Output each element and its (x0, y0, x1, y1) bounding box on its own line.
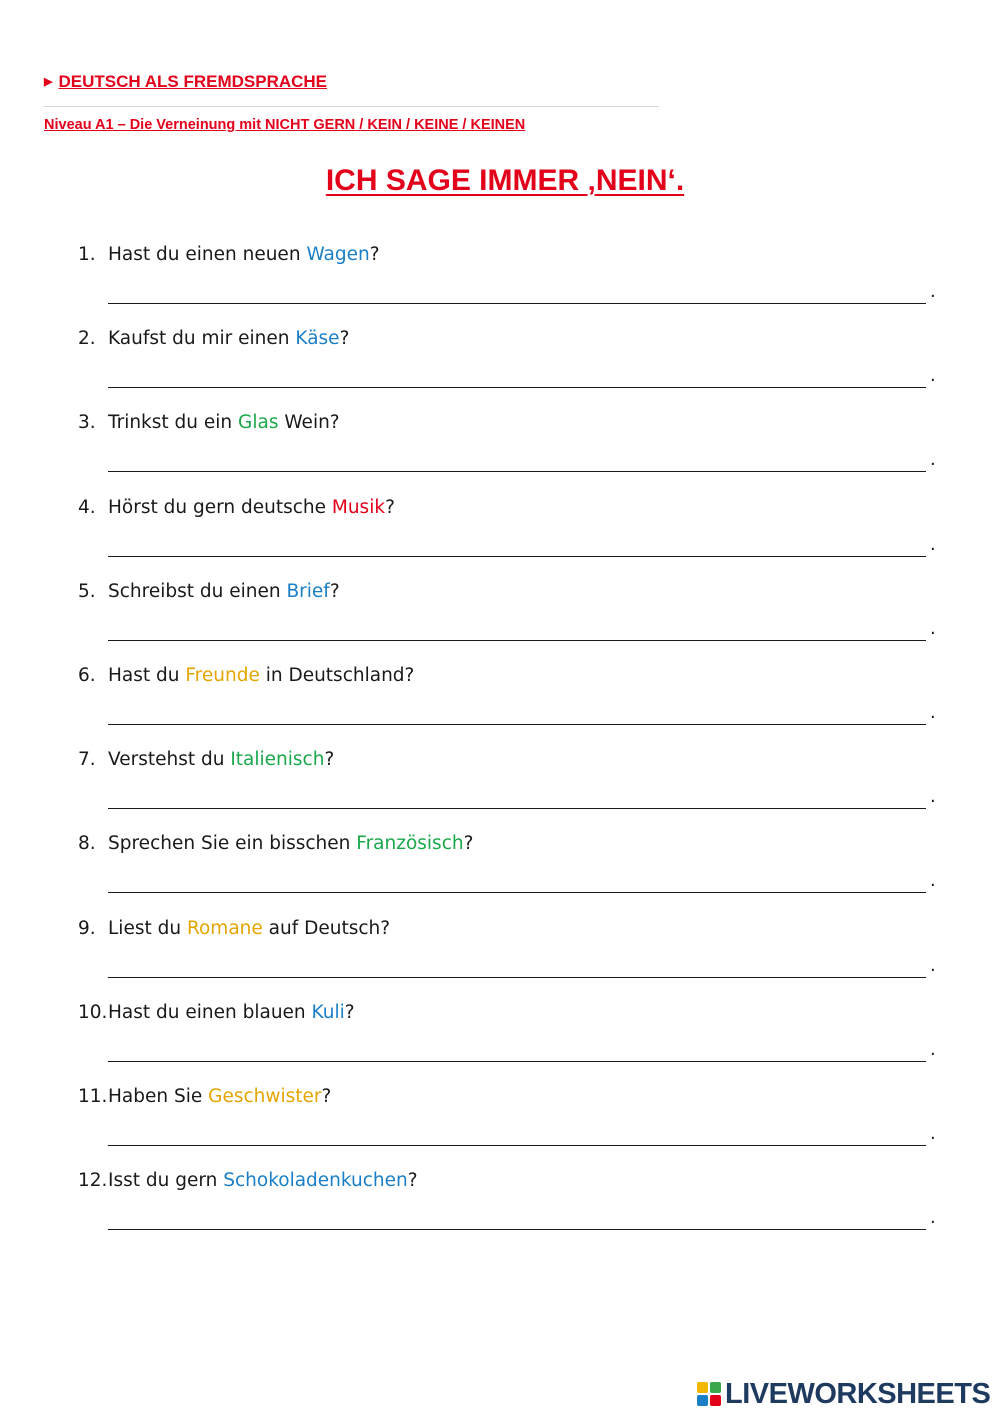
answer-period: . (930, 449, 936, 471)
worksheet-title: ICH SAGE IMMER ‚NEIN‘. (325, 164, 685, 197)
triangle-bullet-icon: ▶ (44, 75, 53, 88)
answer-period: . (930, 1123, 936, 1144)
question-keyword: Glas (238, 412, 279, 434)
question-text-after: ? (463, 833, 474, 855)
question-text-after: ? (329, 580, 340, 602)
question-text-after: Wein? (278, 412, 340, 434)
question-item (78, 664, 958, 748)
question-text-after: ? (369, 244, 380, 265)
question-text-after: in Deutschland? (259, 665, 415, 686)
question-keyword: Italienisch (230, 749, 325, 771)
question-item (78, 580, 958, 664)
question-number: 2. (78, 328, 96, 350)
question-keyword: Französisch (356, 833, 464, 855)
question-text-after: ? (321, 1086, 332, 1107)
question-text-before: Hörst du gern deutsche (108, 496, 332, 518)
question-text-after: auf Deutsch? (262, 917, 391, 939)
answer-input-line[interactable] (108, 1061, 926, 1062)
question-item (78, 243, 958, 327)
question-text-before: Isst du gern (108, 1170, 224, 1192)
question-number: 9. (78, 917, 96, 939)
question-item (78, 1085, 958, 1169)
question-item (78, 917, 958, 1001)
question-item (78, 832, 958, 916)
course-heading-text: DEUTSCH ALS FREMDSPRACHE (58, 72, 328, 91)
question-text-before: Liest du (108, 917, 187, 939)
question-number: 6. (78, 665, 96, 686)
question-item (78, 748, 958, 832)
question-text (78, 1085, 958, 1109)
question-keyword: Musik (331, 496, 386, 518)
answer-input-line[interactable] (108, 471, 926, 472)
question-text-before: Verstehst du (108, 749, 231, 771)
answer-input-line[interactable] (108, 1229, 926, 1230)
question-text-before: Kaufst du mir einen (108, 328, 296, 350)
question-text-before: Haben Sie (108, 1086, 209, 1107)
question-keyword: Käse (295, 328, 340, 350)
course-heading (44, 72, 327, 92)
answer-input-line[interactable] (108, 387, 926, 388)
answer-period: . (930, 702, 936, 723)
answer-input-line[interactable] (108, 303, 926, 304)
question-item (78, 1169, 958, 1253)
answer-period: . (930, 954, 936, 976)
question-number: 7. (78, 749, 96, 771)
question-item (78, 327, 958, 411)
question-number: 8. (78, 833, 96, 855)
question-text-after: ? (339, 328, 350, 350)
question-keyword: Freunde (185, 665, 260, 686)
question-item (78, 496, 958, 580)
answer-period: . (930, 281, 936, 302)
answer-period: . (930, 365, 936, 387)
question-text (78, 496, 958, 520)
question-keyword: Schokoladenkuchen (223, 1170, 408, 1192)
question-text (78, 580, 958, 604)
question-text-before: Hast du einen blauen (108, 1001, 312, 1023)
answer-period: . (930, 617, 936, 639)
header-divider (44, 106, 659, 107)
question-item (78, 1001, 958, 1085)
answer-period: . (930, 533, 936, 555)
question-keyword: Wagen (306, 244, 370, 265)
question-text (78, 1001, 958, 1025)
question-text-before: Trinkst du ein (108, 412, 239, 434)
liveworksheets-logo (697, 1378, 990, 1410)
question-keyword: Geschwister (208, 1086, 322, 1107)
question-number: 12. (78, 1170, 108, 1192)
question-keyword: Kuli (311, 1001, 345, 1023)
question-text-after: ? (324, 749, 335, 771)
answer-input-line[interactable] (108, 977, 926, 978)
question-number: 3. (78, 412, 96, 434)
question-text-before: Hast du (108, 665, 186, 686)
question-text (78, 327, 958, 351)
answer-input-line[interactable] (108, 808, 926, 809)
answer-period: . (930, 1207, 936, 1229)
question-text (78, 664, 958, 688)
question-text (78, 748, 958, 772)
answer-period: . (930, 786, 936, 808)
answer-input-line[interactable] (108, 724, 926, 725)
answer-input-line[interactable] (108, 892, 926, 893)
question-number: 5. (78, 580, 96, 602)
question-text-after: ? (407, 1170, 418, 1192)
question-text (78, 1169, 958, 1193)
answer-input-line[interactable] (108, 556, 926, 557)
answer-input-line[interactable] (108, 1145, 926, 1146)
question-text (78, 243, 958, 267)
question-text-after: ? (385, 496, 395, 518)
question-number: 1. (78, 244, 96, 265)
question-number: 4. (78, 496, 96, 518)
liveworksheets-logo-icon (697, 1382, 721, 1406)
level-subtitle: Niveau A1 – Die Verneinung mit NICHT GERN / KEIN / KEINE / KEINEN (44, 117, 526, 133)
question-text-before: Hast du einen neuen (108, 244, 307, 265)
question-text (78, 832, 958, 856)
question-text-before: Schreibst du einen (108, 580, 287, 602)
question-text (78, 917, 958, 941)
answer-input-line[interactable] (108, 640, 926, 641)
question-text (78, 411, 958, 435)
answer-period: . (930, 870, 936, 892)
question-text-after: ? (344, 1001, 355, 1023)
question-number: 10. (78, 1001, 108, 1023)
question-keyword: Romane (186, 917, 263, 939)
question-number: 11. (78, 1086, 108, 1107)
answer-period: . (930, 1038, 936, 1060)
logo-text: LIVEWORKSHEETS (725, 1377, 991, 1410)
question-item (78, 411, 958, 495)
question-text-before: Sprechen Sie ein bisschen (108, 833, 357, 855)
question-keyword: Brief (286, 580, 330, 602)
